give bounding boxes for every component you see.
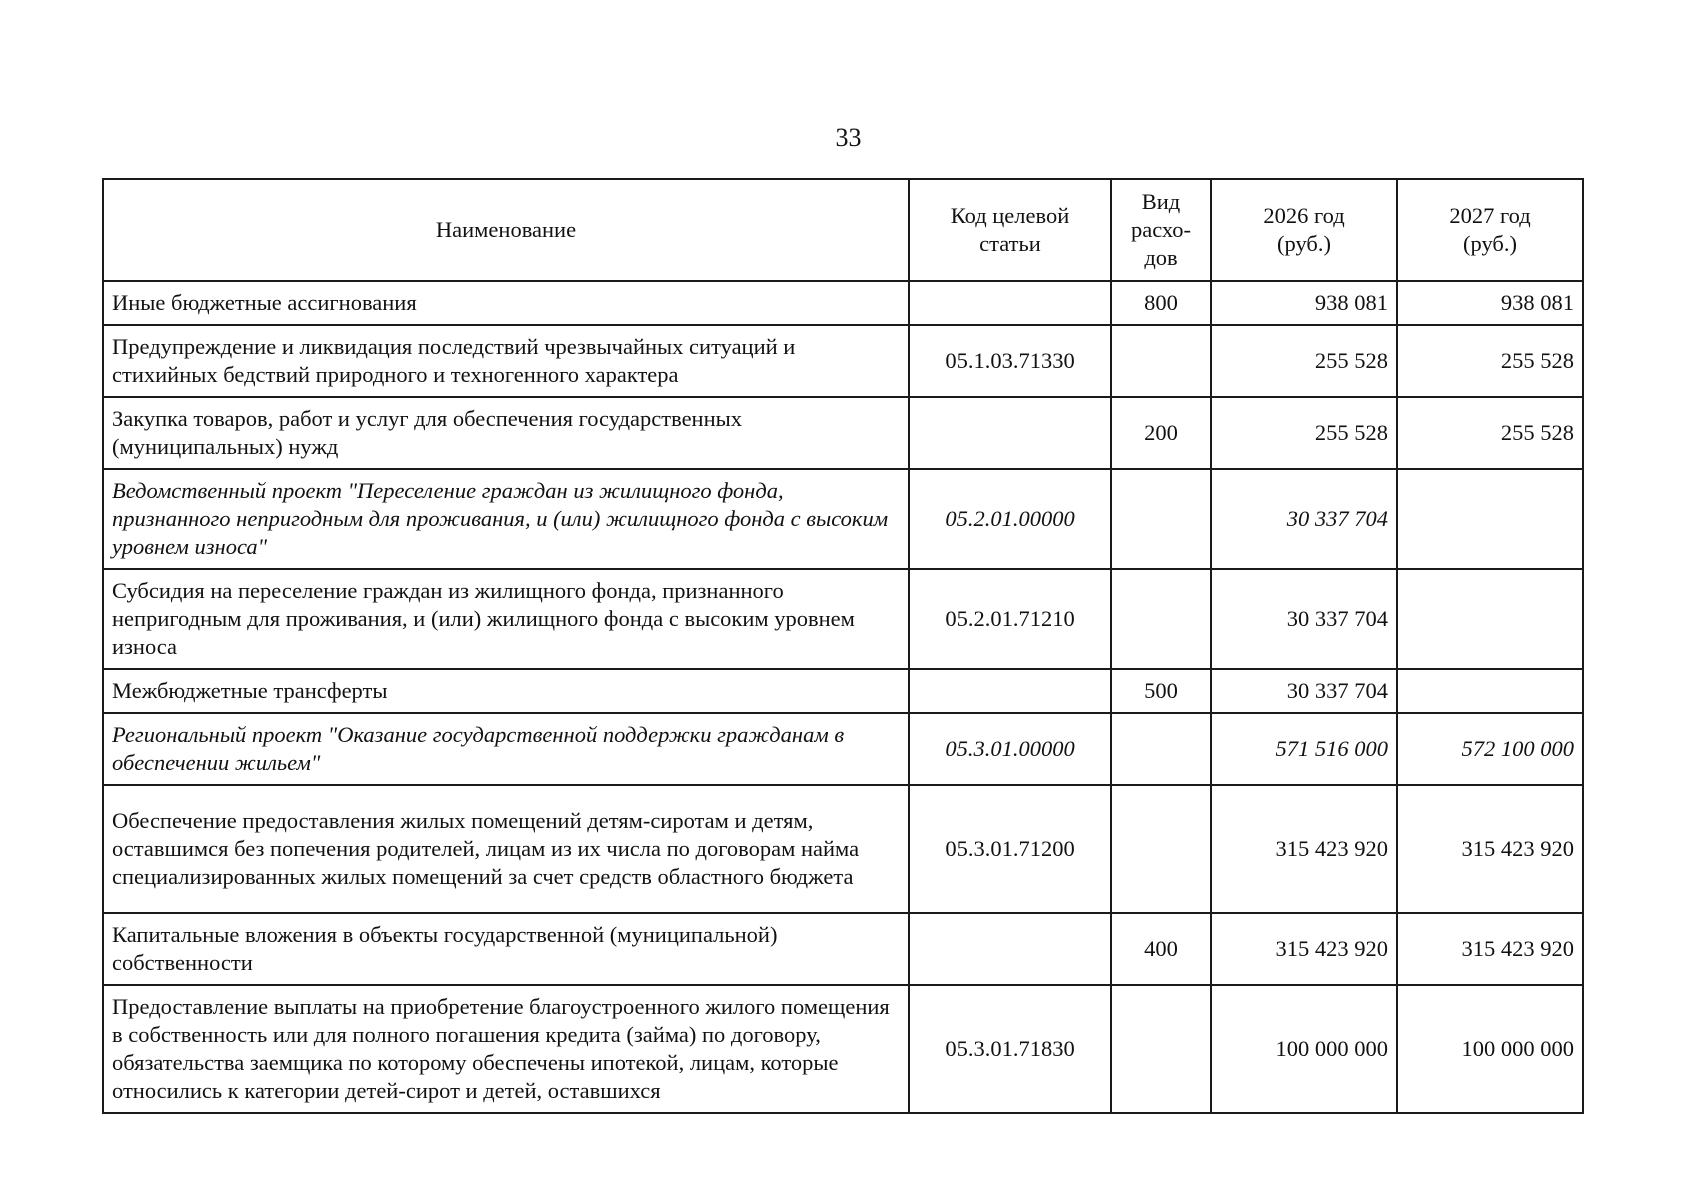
cell-year-2026: 938 081 (1211, 281, 1397, 325)
cell-year-2027: 315 423 920 (1397, 785, 1583, 913)
cell-code (909, 281, 1111, 325)
cell-code: 05.3.01.00000 (909, 713, 1111, 785)
cell-year-2027 (1397, 669, 1583, 713)
cell-year-2027: 255 528 (1397, 325, 1583, 397)
cell-name: Предупреждение и ликвидация последствий чрезвычайных ситуаций и стихийных бедствий природного и техногенного характера (103, 325, 909, 397)
table-row (103, 469, 1583, 569)
cell-kind: 400 (1111, 913, 1211, 985)
cell-code: 05.2.01.71210 (909, 569, 1111, 669)
table-row (103, 397, 1583, 469)
cell-kind: 500 (1111, 669, 1211, 713)
cell-year-2026: 100 000 000 (1211, 985, 1397, 1113)
cell-name: Межбюджетные трансферты (103, 669, 909, 713)
cell-year-2026: 571 516 000 (1211, 713, 1397, 785)
cell-name: Иные бюджетные ассигнования (103, 281, 909, 325)
table-row (103, 985, 1583, 1113)
cell-year-2027: 255 528 (1397, 397, 1583, 469)
cell-name: Обеспечение предоставления жилых помещений детям-сиротам и детям, оставшимся без попечения родителей, лицам из их числа по договорам найма специализированных жилых помещений за счет средств областного бюджета (103, 785, 909, 913)
cell-name: Субсидия на переселение граждан из жилищного фонда, признанного непригодным для проживания, и (или) жилищного фонда с высоким уровнем износа (103, 569, 909, 669)
cell-code (909, 669, 1111, 713)
header-year-2026: 2026 год (руб.) (1211, 179, 1397, 281)
budget-table (102, 178, 1584, 1114)
cell-year-2027: 100 000 000 (1397, 985, 1583, 1113)
header-kind: Вид расхо-дов (1111, 179, 1211, 281)
cell-name: Региональный проект "Оказание государственной поддержки гражданам в обеспечении жильем" (103, 713, 909, 785)
table-row (103, 281, 1583, 325)
header-code: Код целевой статьи (909, 179, 1111, 281)
cell-year-2026: 255 528 (1211, 325, 1397, 397)
cell-code: 05.2.01.00000 (909, 469, 1111, 569)
header-year-2027: 2027 год (руб.) (1397, 179, 1583, 281)
cell-year-2027 (1397, 569, 1583, 669)
cell-year-2027: 315 423 920 (1397, 913, 1583, 985)
table-row (103, 913, 1583, 985)
cell-kind (1111, 325, 1211, 397)
table-header-row (103, 179, 1583, 281)
table-row (103, 713, 1583, 785)
cell-code: 05.3.01.71200 (909, 785, 1111, 913)
cell-year-2027: 938 081 (1397, 281, 1583, 325)
cell-name: Капитальные вложения в объекты государственной (муниципальной) собственности (103, 913, 909, 985)
table-row (103, 325, 1583, 397)
cell-year-2026: 30 337 704 (1211, 469, 1397, 569)
cell-kind: 200 (1111, 397, 1211, 469)
cell-kind (1111, 469, 1211, 569)
table-row (103, 669, 1583, 713)
cell-code: 05.1.03.71330 (909, 325, 1111, 397)
page-number: 33 (835, 123, 862, 152)
header-name: Наименование (103, 179, 909, 281)
cell-year-2027: 572 100 000 (1397, 713, 1583, 785)
cell-code (909, 913, 1111, 985)
cell-year-2026: 315 423 920 (1211, 913, 1397, 985)
cell-kind: 800 (1111, 281, 1211, 325)
cell-name: Предоставление выплаты на приобретение благоустроенного жилого помещения в собственность или для полного погашения кредита (займа) по договору, обязательства заемщика по которому обеспечены ипотекой, лицам, которые относились к категории детей-сирот и детей, оставшихся (103, 985, 909, 1113)
cell-year-2026: 30 337 704 (1211, 569, 1397, 669)
cell-code: 05.3.01.71830 (909, 985, 1111, 1113)
cell-code (909, 397, 1111, 469)
table-row (103, 569, 1583, 669)
cell-year-2027 (1397, 469, 1583, 569)
table-row (103, 785, 1583, 913)
cell-name: Ведомственный проект "Переселение граждан из жилищного фонда, признанного непригодным для проживания, и (или) жилищного фонда с высоким уровнем износа" (103, 469, 909, 569)
cell-year-2026: 30 337 704 (1211, 669, 1397, 713)
cell-kind (1111, 713, 1211, 785)
cell-year-2026: 315 423 920 (1211, 785, 1397, 913)
cell-kind (1111, 985, 1211, 1113)
cell-year-2026: 255 528 (1211, 397, 1397, 469)
cell-name: Закупка товаров, работ и услуг для обеспечения государственных (муниципальных) нужд (103, 397, 909, 469)
cell-kind (1111, 785, 1211, 913)
cell-kind (1111, 569, 1211, 669)
table-body (103, 281, 1583, 1113)
